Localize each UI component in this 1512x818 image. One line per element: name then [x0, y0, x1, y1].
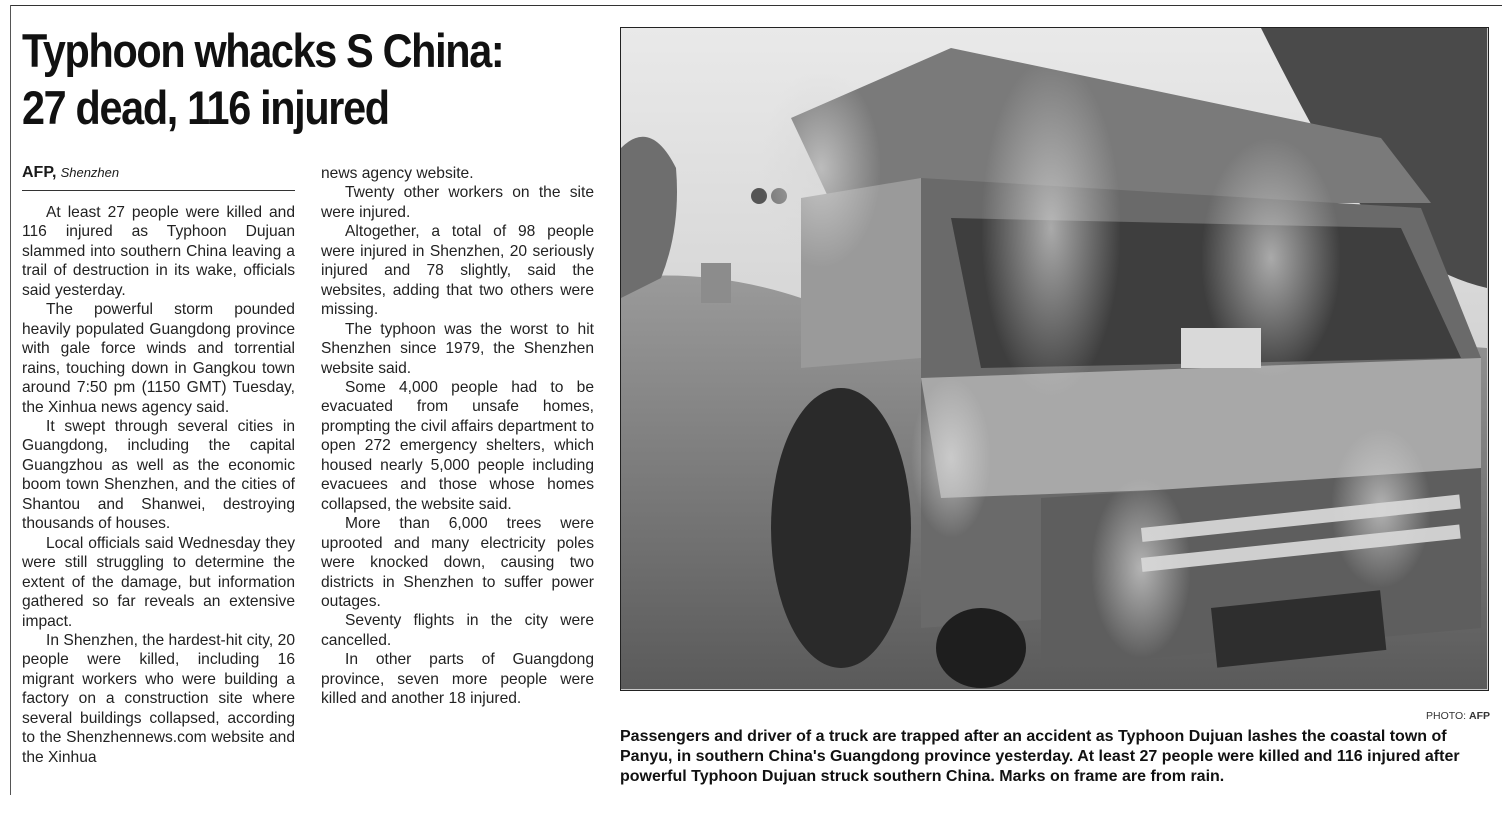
left-rule	[10, 5, 11, 795]
paragraph: Twenty other workers on the site were injured.	[321, 184, 594, 221]
headline-line-2: 27 dead, 116 injured	[22, 81, 389, 134]
paragraph: The typhoon was the worst to hit Shenzhen since 1979, the Shenzhen website said.	[321, 320, 594, 377]
paragraph: Local officials said Wednesday they were still struggling to determine the extent of the damage, but information gathered so far reveals an extensive impact.	[22, 534, 295, 630]
byline-agency: AFP,	[22, 164, 57, 181]
paragraph: At least 27 people were killed and 116 injured as Typhoon Dujuan slammed into southern China leaving a trail of destruction in its wake, officials said yesterday.	[22, 204, 295, 299]
top-rule	[10, 5, 1502, 6]
article-column-1	[22, 203, 295, 767]
paragraph: It swept through several cities in Guangdong, including the capital Guangzhou as well as the economic boom town Shenzhen, and the cities of Shantou and Shanwei, destroying thousands of houses.	[22, 417, 295, 533]
paragraph: Some 4,000 people had to be evacuated from unsafe homes, prompting the civil affairs department to open 272 emergency shelters, which housed nearly 5,000 people including evacuees and those whose homes collapsed, the website said.	[321, 378, 594, 513]
news-photo	[620, 27, 1489, 691]
headline	[22, 22, 541, 136]
paragraph-continued: news agency website.	[321, 165, 474, 182]
paragraph: The powerful storm pounded heavily populated Guangdong province with gale force winds and torrential rains, touching down in Gangkou town around 7:50 pm (1150 GMT) Tuesday, the Xinhua news agency said.	[22, 301, 295, 416]
paragraph: More than 6,000 trees were uprooted and many electricity poles were knocked down, causing two districts in Shenzhen to suffer power outages.	[321, 515, 594, 610]
paragraph: Seventy flights in the city were cancelled.	[321, 612, 594, 649]
photo-credit	[1426, 710, 1490, 722]
byline	[22, 164, 295, 191]
photo-caption: Passengers and driver of a truck are trapped after an accident as Typhoon Dujuan lashes the coastal town of Panyu, in southern China's Guangdong province yesterday. At least 27 people were killed and 116 injured after powerful Typhoon Dujuan struck southern China. Marks on frame are from rain.	[620, 728, 1460, 785]
article-column-2	[321, 164, 594, 709]
photo-credit-source: AFP	[1469, 710, 1490, 722]
headline-line-1: Typhoon whacks S China:	[22, 24, 504, 77]
paragraph: In other parts of Guangdong province, seven more people were killed and another 18 injured.	[321, 651, 594, 708]
photo-credit-label: PHOTO:	[1426, 710, 1467, 722]
paragraph: Altogether, a total of 98 people were injured in Shenzhen, 20 seriously injured and 78 slightly, said the websites, adding that two others were missing.	[321, 223, 594, 319]
byline-dateline: Shenzhen	[60, 165, 120, 180]
paragraph: In Shenzhen, the hardest-hit city, 20 people were killed, including 16 migrant workers who were building a factory on a construction site where several buildings collapsed, according to the Shenzhennews.com website and the Xinhua	[22, 631, 295, 766]
truck-accident-photo	[621, 28, 1487, 689]
